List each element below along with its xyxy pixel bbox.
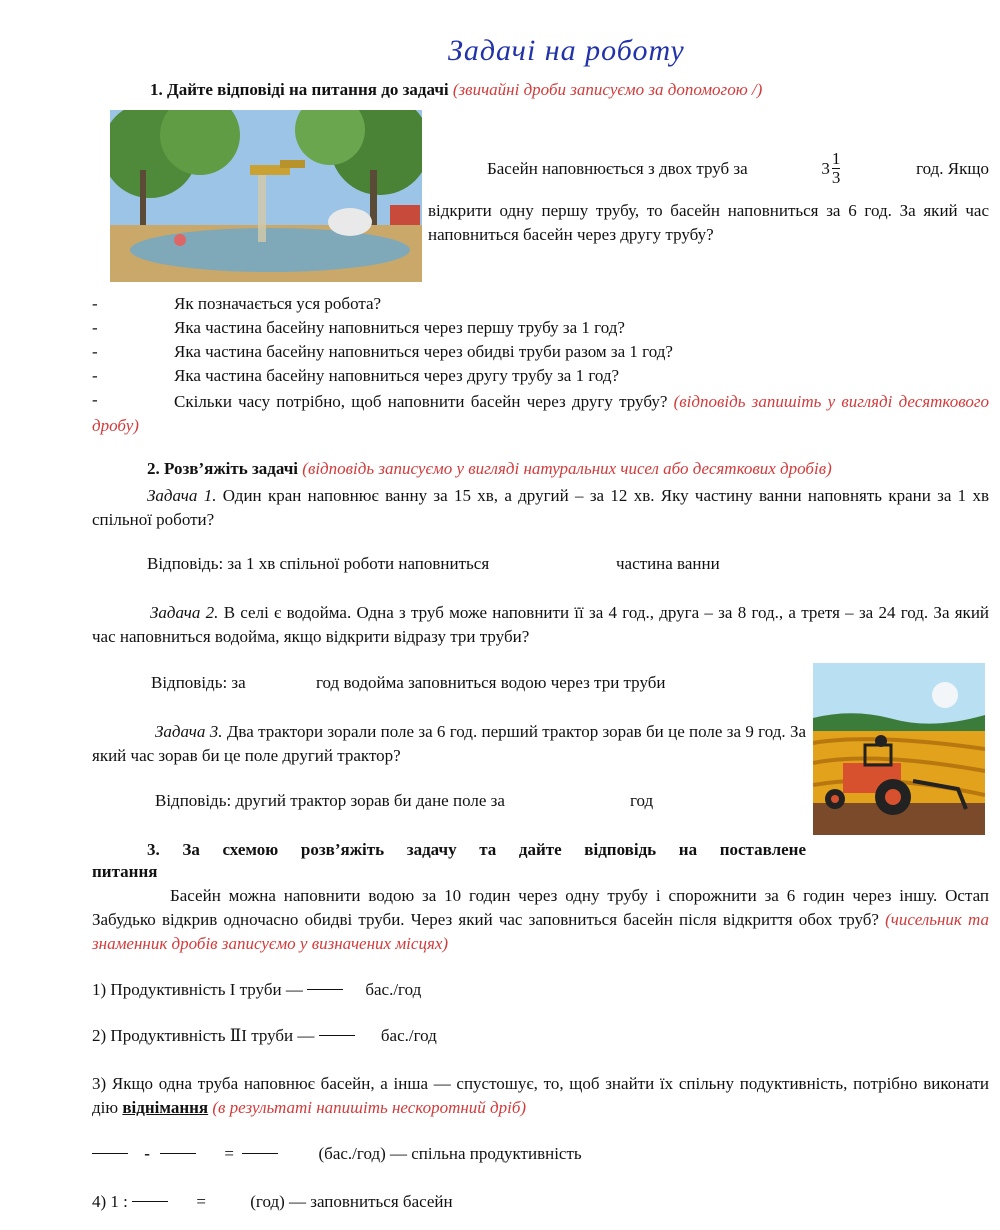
problem1-line1 — [487, 150, 989, 187]
park-fountain-image — [110, 110, 422, 282]
section2-note: (відповідь записуємо у вигляді натуральних чисел або десяткових дробів) — [302, 459, 832, 478]
question-4: Яка частина басейну наповниться через другу трубу за 1 год? — [174, 366, 620, 385]
problem1-text-b: год. Якщо — [916, 158, 989, 178]
answer3-left: Відповідь: другий трактор зорав би дане поле за — [155, 791, 505, 810]
section1-heading-line — [150, 80, 762, 100]
answer3-right: год — [630, 791, 654, 810]
section3-note: (чисельник та знаменник дробів записуємо у визначених місцях) — [92, 910, 990, 953]
question-1: Як позначається уся робота? — [174, 294, 382, 313]
step-4 — [92, 1192, 453, 1212]
section3-heading-a: 3. За схемою розв’яжіть задачу та дайте відповідь на поставлене — [147, 840, 806, 859]
equals-sign: = — [224, 1144, 235, 1163]
answer1-right: частина ванни — [616, 554, 720, 573]
question-5 — [92, 390, 989, 438]
question-3: Яка частина басейну наповниться через обидві труби разом за 1 год? — [174, 342, 673, 361]
minus-sign: - — [144, 1144, 150, 1163]
fraction — [832, 150, 841, 187]
step-2-label: 2) Продуктивність ⅡI труби — — [92, 1026, 315, 1045]
fraction-numerator: 1 — [831, 149, 841, 168]
problem1-text-c: відкрити одну першу трубу, то басейн наповниться за 6 год. За який час наповниться басейн через другу трубу? — [428, 201, 989, 244]
step-3-note: (в результаті напишіть нескоротний дріб) — [212, 1098, 527, 1117]
step-3-text: 3) Якщо одна труба наповнює басейн, а інша — спустошує, то, щоб знайти їх спільну подуктивність, потрібно виконати дію — [92, 1074, 989, 1117]
task1 — [92, 484, 989, 532]
tractor-field-image — [813, 663, 985, 835]
section3-problem — [92, 884, 989, 956]
blank[interactable] — [307, 989, 343, 990]
step-3-operation: віднімання — [122, 1098, 209, 1117]
equals-sign: = — [196, 1192, 206, 1211]
task2 — [92, 601, 989, 649]
step-1-unit: бас./год — [365, 980, 422, 999]
section1-heading: 1. Дайте відповіді на питання до задачі — [150, 80, 449, 99]
step-2-unit: бас./год — [380, 1026, 437, 1045]
problem1-text-a: Басейн наповнюється з двох труб за — [487, 158, 748, 178]
task2-text: В селі є водойма. Одна з труб може наповнити її за 4 год., друга – за 8 год., а третя – за 24 год. За який час наповниться водойма, якщо відкрити відразу три труби? — [92, 603, 990, 646]
section3-problem-text: Басейн можна наповнити водою за 10 годин через одну трубу і спорожнити за 6 годин через іншу. Остап Забудько відкрив одночасно обидві труби. Через який час заповниться басейн після відкриття обох труб? — [92, 886, 989, 929]
step-4-label: 4) 1 : — [92, 1192, 128, 1211]
blank[interactable] — [92, 1153, 128, 1154]
bullet: - — [92, 318, 98, 337]
step-4-text: (год) — заповниться басейн — [250, 1192, 453, 1211]
task3-label: Задача 3. — [155, 722, 223, 741]
step-1-label: 1) Продуктивність I труби — — [92, 980, 303, 999]
mixed-fraction — [821, 150, 842, 187]
question-5-text: Скільки часу потрібно, щоб наповнити басейн через другу трубу? — [174, 392, 668, 411]
blank[interactable] — [132, 1201, 168, 1202]
task2-label: Задача 2. — [150, 603, 219, 622]
section1-note: (звичайні дроби записуємо за допомогою /) — [452, 80, 763, 99]
blank[interactable] — [319, 1035, 355, 1036]
formula-unit: (бас./год) — спільна продуктивність — [318, 1144, 582, 1163]
task1-text: Один кран наповнює ванну за 15 хв, а другий – за 12 хв. Яку частину ванни наповнять крани за 1 хв спільної роботи? — [92, 486, 990, 529]
fraction-denominator: 3 — [831, 168, 841, 187]
question-2: Яка частина басейну наповниться через першу трубу за 1 год? — [174, 318, 625, 337]
blank[interactable] — [242, 1153, 278, 1154]
step-1 — [92, 980, 421, 1000]
step-3 — [92, 1072, 989, 1120]
section2-heading-line — [147, 459, 832, 479]
fraction-whole: 3 — [821, 158, 830, 178]
bullet: - — [92, 294, 98, 313]
blank[interactable] — [160, 1153, 196, 1154]
bullet: - — [92, 390, 98, 409]
section3-heading-b: питання — [92, 862, 158, 881]
answer1-left: Відповідь: за 1 хв спільної роботи наповниться — [147, 554, 490, 573]
answer2-right: год водойма заповниться водою через три труби — [316, 673, 666, 692]
task3-text: Два трактори зорали поле за 6 год. перший трактор зорав би це поле за 9 год. За який час зорав би це поле другий трактор? — [92, 722, 807, 765]
question-5-note: (відповідь запишіть у вигляді десяткового дробу) — [92, 392, 990, 435]
bullet: - — [92, 366, 98, 385]
task1-label: Задача 1. — [147, 486, 217, 505]
section2-heading: 2. Розв’яжіть задачі — [147, 459, 299, 478]
answer2-left: Відповідь: за — [151, 673, 246, 692]
bullet: - — [92, 342, 98, 361]
page-title: Задачі на роботу — [448, 34, 685, 67]
formula-line — [92, 1144, 582, 1164]
task3 — [92, 720, 806, 768]
step-2 — [92, 1026, 437, 1046]
